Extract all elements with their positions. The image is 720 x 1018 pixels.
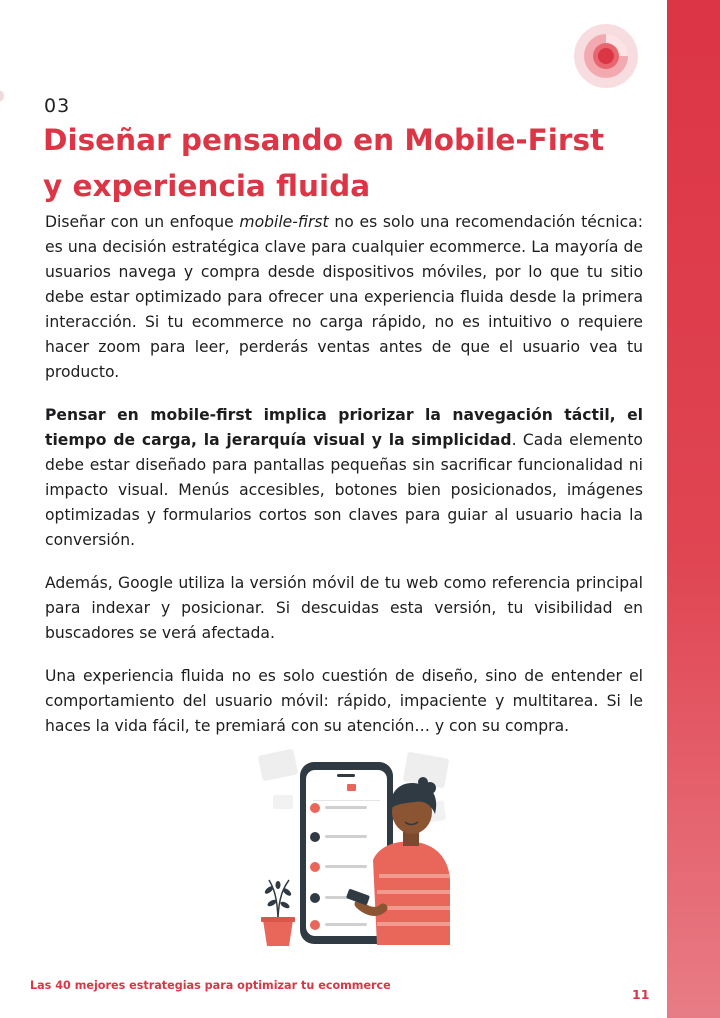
paragraph-2 (45, 403, 643, 553)
title-line-2: y experiencia fluida (43, 169, 371, 203)
paragraph-2-bold: Pensar en mobile-first implica priorizar la navegación táctil, el tiempo de carga, la jerarquía visual y la simplicidad (45, 406, 643, 449)
paragraph-1-start: Diseñar con un enfoque (45, 213, 240, 231)
body-text (45, 210, 643, 757)
title-line-1: Diseñar pensando en Mobile-First (43, 123, 605, 157)
footer-book-title: Las 40 mejores estrategias para optimizar tu ecommerce (30, 979, 391, 992)
paragraph-1-emphasis: mobile-first (239, 213, 329, 231)
paragraph-1 (45, 210, 643, 385)
person-with-smartphone-illustration (255, 740, 470, 950)
left-edge-tab (0, 90, 4, 102)
page-title (43, 117, 643, 209)
section-number: 03 (44, 95, 71, 117)
target-circle-icon (573, 23, 639, 89)
side-accent-band (667, 0, 720, 1018)
page-number: 11 (632, 987, 650, 1002)
paragraph-2-end: . Cada elemento debe estar diseñado para pantallas pequeñas sin sacrificar funcionalidad ni impacto visual. Menús accesibles, botones bien posicionados, imágenes optimizadas y formularios cortos son claves para guiar al usuario hacia la conversión. (45, 431, 643, 549)
paragraph-3: Además, Google utiliza la versión móvil de tu web como referencia principal para indexar y posicionar. Si descuidas esta versión, tu visibilidad en buscadores se verá afectada. (45, 574, 643, 642)
paragraph-1-end: no es solo una recomendación técnica: es una decisión estratégica clave para cualquier ecommerce. La mayoría de usuarios navega y compra desde dispositivos móviles, por lo que tu sitio debe estar optimizado para ofrecer una experiencia fluida desde la primera interacción. Si tu ecommerce no carga rápido, no es intuitivo o requiere hacer zoom para leer, perderás ventas antes de que el usuario vea tu producto. (45, 213, 643, 381)
paragraph-4: Una experiencia fluida no es solo cuestión de diseño, sino de entender el comportamiento del usuario móvil: rápido, impaciente y multitarea. Si le haces la vida fácil, te premiará con su atención… y con su compra. (45, 667, 643, 735)
